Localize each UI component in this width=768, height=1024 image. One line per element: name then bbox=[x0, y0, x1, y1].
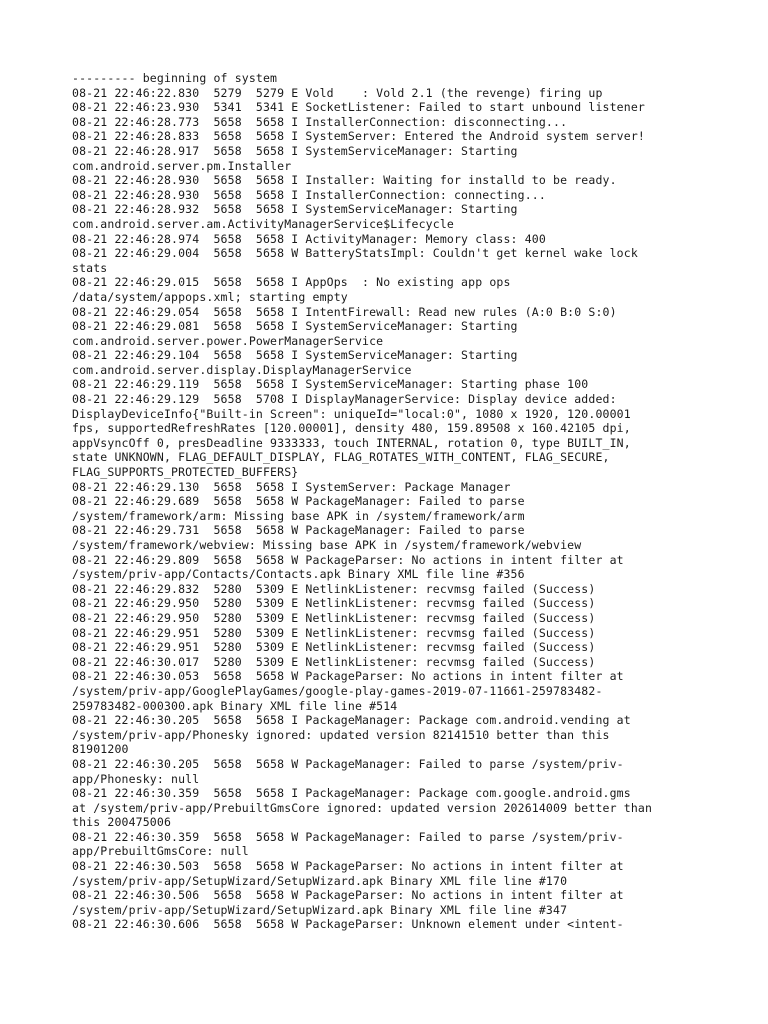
log-line: /system/priv-app/SetupWizard/SetupWizard.apk Binary XML file line #170 bbox=[72, 873, 568, 888]
log-line: 08-21 22:46:29.054 5658 5658 I IntentFirewall: Read new rules (A:0 B:0 S:0) bbox=[72, 304, 617, 319]
log-line: 259783482-000300.apk Binary XML file line #514 bbox=[72, 698, 398, 713]
log-line: 08-21 22:46:30.017 5280 5309 E NetlinkListener: recvmsg failed (Success) bbox=[72, 654, 596, 669]
log-line: fps, supportedRefreshRates [120.00001], density 480, 159.89508 x 160.42105 dpi, bbox=[72, 421, 631, 436]
log-line: app/Phonesky: null bbox=[72, 771, 200, 786]
log-line: 08-21 22:46:29.015 5658 5658 I AppOps : No existing app ops bbox=[72, 275, 511, 290]
log-line: --------- beginning of system bbox=[72, 71, 278, 85]
log-line: stats bbox=[72, 260, 108, 275]
log-line: 08-21 22:46:29.689 5658 5658 W PackageManager: Failed to parse bbox=[72, 494, 525, 509]
log-line: 08-21 22:46:30.359 5658 5658 I PackageManager: Package com.google.android.gms bbox=[72, 786, 631, 801]
log-line: 08-21 22:46:30.205 5658 5658 W PackageManager: Failed to parse /system/priv- bbox=[72, 756, 624, 771]
log-line: 08-21 22:46:30.359 5658 5658 W PackageManager: Failed to parse /system/priv- bbox=[72, 829, 624, 844]
log-line: /system/framework/webview: Missing base APK in /system/framework/webview bbox=[72, 538, 582, 552]
log-line: 08-21 22:46:22.830 5279 5279 E Vold : Vold 2.1 (the revenge) firing up bbox=[72, 85, 603, 100]
log-line: 08-21 22:46:29.951 5280 5309 E NetlinkListener: recvmsg failed (Success) bbox=[72, 640, 596, 655]
log-line: 08-21 22:46:28.917 5658 5658 I SystemServiceManager: Starting bbox=[72, 143, 518, 158]
log-line: 08-21 22:46:29.104 5658 5658 I SystemServiceManager: Starting bbox=[72, 348, 518, 363]
log-line: /system/priv-app/Phonesky ignored: updated version 82141510 better than this bbox=[72, 727, 610, 742]
log-line: 81901200 bbox=[72, 742, 129, 757]
log-line: 08-21 22:46:29.081 5658 5658 I SystemServiceManager: Starting bbox=[72, 319, 518, 334]
log-line: com.android.server.am.ActivityManagerService$Lifecycle bbox=[72, 216, 454, 231]
log-line: state UNKNOWN, FLAG_DEFAULT_DISPLAY, FLAG_ROTATES_WITH_CONTENT, FLAG_SECURE, bbox=[72, 450, 610, 465]
log-line: com.android.server.power.PowerManagerService bbox=[72, 333, 384, 348]
log-line: 08-21 22:46:28.932 5658 5658 I SystemServiceManager: Starting bbox=[72, 202, 518, 217]
log-line: 08-21 22:46:23.930 5341 5341 E SocketListener: Failed to start unbound listener bbox=[72, 100, 645, 115]
log-line: /system/priv-app/GooglePlayGames/google-play-games-2019-07-11661-259783482- bbox=[72, 683, 603, 698]
log-line: com.android.server.pm.Installer bbox=[72, 158, 292, 173]
log-document bbox=[72, 71, 752, 932]
log-line: 08-21 22:46:28.773 5658 5658 I InstallerConnection: disconnecting... bbox=[72, 114, 568, 129]
log-line: /system/priv-app/Contacts/Contacts.apk Binary XML file line #356 bbox=[72, 567, 525, 582]
log-line: 08-21 22:46:30.503 5658 5658 W PackageParser: No actions in intent filter at bbox=[72, 859, 624, 874]
log-line: at /system/priv-app/PrebuiltGmsCore ignored: updated version 202614009 better than bbox=[72, 800, 653, 815]
log-line: 08-21 22:46:28.930 5658 5658 I Installer: Waiting for installd to be ready. bbox=[72, 173, 617, 188]
log-line: DisplayDeviceInfo{"Built-in Screen": uniqueId="local:0", 1080 x 1920, 120.00001 bbox=[72, 406, 631, 421]
log-line: 08-21 22:46:30.506 5658 5658 W PackageParser: No actions in intent filter at bbox=[72, 888, 624, 903]
log-line: 08-21 22:46:30.205 5658 5658 I PackageManager: Package com.android.vending at bbox=[72, 713, 631, 728]
log-line: 08-21 22:46:29.129 5658 5708 I DisplayManagerService: Display device added: bbox=[72, 392, 617, 407]
log-line: 08-21 22:46:29.950 5280 5309 E NetlinkListener: recvmsg failed (Success) bbox=[72, 610, 596, 625]
log-line: 08-21 22:46:29.951 5280 5309 E NetlinkListener: recvmsg failed (Success) bbox=[72, 625, 596, 640]
log-line: 08-21 22:46:30.053 5658 5658 W PackageParser: No actions in intent filter at bbox=[72, 669, 624, 684]
log-line: 08-21 22:46:30.606 5658 5658 W PackageParser: Unknown element under <intent- bbox=[72, 917, 624, 932]
log-line: 08-21 22:46:29.130 5658 5658 I SystemServer: Package Manager bbox=[72, 479, 511, 494]
log-line: 08-21 22:46:29.832 5280 5309 E NetlinkListener: recvmsg failed (Success) bbox=[72, 581, 596, 596]
log-line: 08-21 22:46:28.930 5658 5658 I InstallerConnection: connecting... bbox=[72, 187, 546, 202]
log-line: app/PrebuiltGmsCore: null bbox=[72, 844, 249, 859]
log-line: /system/priv-app/SetupWizard/SetupWizard.apk Binary XML file line #347 bbox=[72, 902, 568, 917]
log-line: com.android.server.display.DisplayManagerService bbox=[72, 362, 412, 377]
log-line: /system/framework/arm: Missing base APK in /system/framework/arm bbox=[72, 508, 525, 523]
log-line: appVsyncOff 0, presDeadline 9333333, touch INTERNAL, rotation 0, type BUILT_IN, bbox=[72, 435, 631, 450]
log-line: 08-21 22:46:28.833 5658 5658 I SystemServer: Entered the Android system server! bbox=[72, 129, 645, 144]
log-line: 08-21 22:46:28.974 5658 5658 I ActivityManager: Memory class: 400 bbox=[72, 231, 546, 246]
log-line: 08-21 22:46:29.950 5280 5309 E NetlinkListener: recvmsg failed (Success) bbox=[72, 596, 596, 611]
log-line: 08-21 22:46:29.119 5658 5658 I SystemServiceManager: Starting phase 100 bbox=[72, 377, 589, 392]
log-line: /data/system/appops.xml; starting empty bbox=[72, 289, 348, 304]
log-line: 08-21 22:46:29.004 5658 5658 W BatteryStatsImpl: Couldn't get kernel wake lock bbox=[72, 246, 638, 261]
log-line: 08-21 22:46:29.731 5658 5658 W PackageManager: Failed to parse bbox=[72, 523, 525, 538]
log-line: 08-21 22:46:29.809 5658 5658 W PackageParser: No actions in intent filter at bbox=[72, 552, 624, 567]
log-line: FLAG_SUPPORTS_PROTECTED_BUFFERS} bbox=[72, 465, 299, 480]
log-line: this 200475006 bbox=[72, 815, 172, 830]
